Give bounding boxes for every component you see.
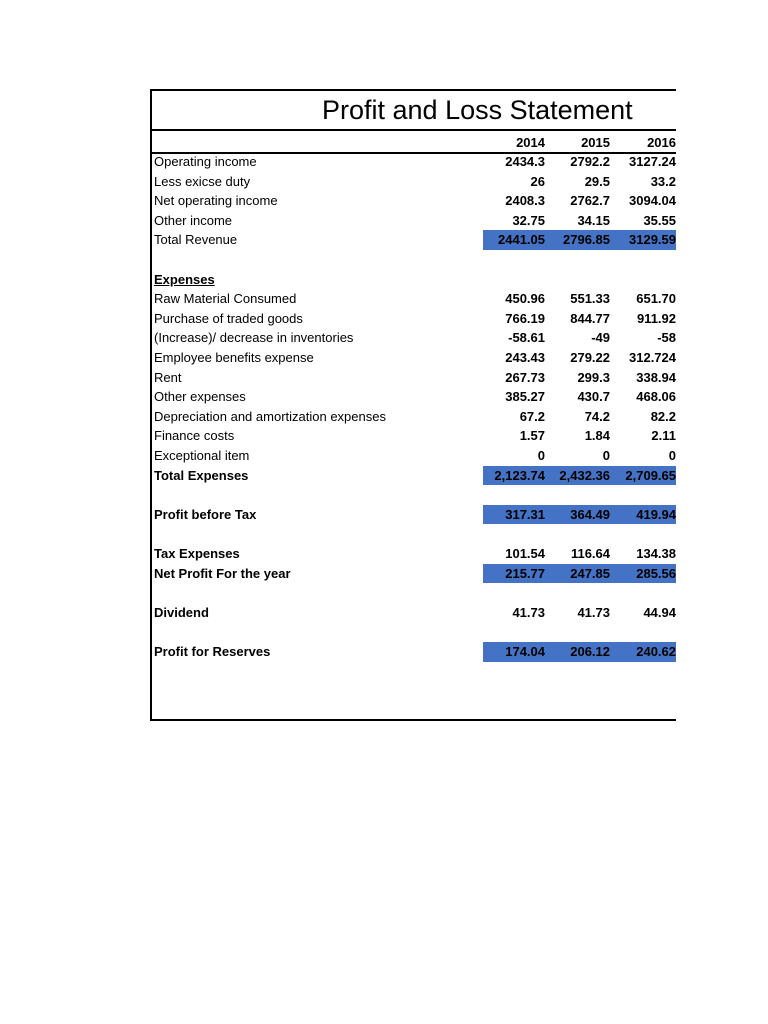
year-header-row [152, 133, 676, 154]
net-profit-2015: 247.85 [570, 565, 610, 581]
row-label: Exceptional item [154, 448, 250, 463]
profit-for-reserves-label: Profit for Reserves [154, 644, 271, 659]
profit-before-tax-2016: 419.94 [636, 506, 676, 522]
total-revenue-2016: 3129.59 [629, 232, 676, 248]
row-value-2016: 2.11 [651, 428, 676, 444]
row-label: Other expenses [154, 389, 246, 405]
row-label: Operating income [154, 154, 257, 169]
row-value-2014: 267.73 [505, 369, 545, 385]
row-value-2016: 82.2 [650, 408, 676, 424]
year-2014-header: 2014 [516, 135, 545, 150]
row-value-2015: 74.2 [584, 408, 610, 424]
row-value-2014: 32.75 [512, 212, 545, 228]
row-label: (Increase)/ decrease in inventories [154, 330, 354, 346]
row-label: Purchase of traded goods [154, 310, 303, 326]
row-value-2014: 67.2 [519, 408, 545, 424]
row-value-2016: 35.55 [643, 212, 676, 228]
year-2016-header: 2016 [647, 135, 676, 150]
profit-before-tax-2014: 317.31 [505, 506, 545, 522]
row-value-2016: 312.724 [629, 350, 676, 365]
row-value-2014: 2408.3 [505, 193, 545, 209]
statement-title: Profit and Loss Statement [152, 91, 676, 131]
total-expenses-label: Total Expenses [154, 467, 249, 483]
row-value-2015: 2762.7 [570, 193, 610, 209]
profit-before-tax-label: Profit before Tax [154, 506, 257, 522]
total-expenses-2014: 2,123.74 [494, 467, 545, 483]
row-value-2015: 0 [602, 448, 610, 463]
dividend-2014: 41.73 [512, 604, 545, 620]
row-value-2016: 33.2 [650, 173, 676, 189]
row-value-2014: 385.27 [505, 389, 545, 405]
row-value-2015: 2792.2 [570, 154, 610, 169]
row-value-2015: 430.7 [577, 389, 610, 405]
dividend-2016: 44.94 [643, 604, 676, 620]
row-value-2016: 651.70 [636, 291, 676, 307]
row-value-2014: 450.96 [505, 291, 545, 307]
total-expenses-2015: 2,432.36 [559, 467, 610, 483]
profit-before-tax-2015: 364.49 [570, 506, 610, 522]
net-profit-2016: 285.56 [636, 565, 676, 581]
tax-expenses-label: Tax Expenses [154, 546, 240, 561]
dividend-label: Dividend [154, 604, 209, 620]
row-label: Raw Material Consumed [154, 291, 297, 307]
row-label: Net operating income [154, 193, 278, 209]
pl-statement-sheet [150, 89, 676, 721]
row-value-2015: 34.15 [577, 212, 610, 228]
total-revenue-2015: 2796.85 [563, 232, 610, 248]
row-value-2014: 766.19 [505, 310, 545, 326]
row-value-2014: 26 [530, 173, 545, 189]
tax-expenses-2015: 116.64 [570, 546, 610, 561]
row-value-2016: 338.94 [636, 369, 676, 385]
tax-expenses-2014: 101.54 [505, 546, 545, 561]
row-value-2016: 468.06 [636, 389, 676, 405]
row-value-2014: -58.61 [508, 330, 545, 346]
row-value-2016: 911.92 [636, 310, 676, 326]
row-value-2016: 3127.24 [629, 154, 676, 169]
row-value-2014: 1.57 [519, 428, 545, 444]
row-label: Depreciation and amortization expenses [154, 408, 386, 424]
row-value-2014: 0 [537, 448, 545, 463]
row-value-2015: 299.3 [577, 369, 610, 385]
row-value-2015: 551.33 [570, 291, 610, 307]
row-label: Finance costs [154, 428, 235, 444]
row-value-2016: 3094.04 [629, 193, 676, 209]
dividend-2015: 41.73 [577, 604, 610, 620]
tax-expenses-2016: 134.38 [636, 546, 676, 561]
year-2015-header: 2015 [581, 135, 610, 150]
expenses-heading: Expenses [154, 271, 215, 287]
row-value-2015: 279.22 [570, 350, 610, 365]
profit-for-reserves-2015: 206.12 [570, 644, 610, 659]
row-value-2014: 2434.3 [505, 154, 545, 169]
net-profit-2014: 215.77 [505, 565, 545, 581]
row-label: Other income [154, 212, 233, 228]
row-label: Employee benefits expense [154, 350, 314, 365]
row-value-2015: 1.84 [584, 428, 610, 444]
total-revenue-2014: 2441.05 [498, 232, 545, 248]
row-value-2015: 29.5 [584, 173, 610, 189]
row-value-2015: -49 [591, 330, 610, 346]
net-profit-label: Net Profit For the year [154, 565, 291, 581]
total-revenue-label: Total Revenue [154, 232, 238, 248]
row-label: Rent [154, 369, 182, 385]
row-value-2014: 243.43 [505, 350, 545, 365]
row-value-2016: -58 [657, 330, 676, 346]
row-label: Less exicse duty [154, 173, 251, 189]
row-value-2015: 844.77 [570, 310, 610, 326]
profit-for-reserves-2014: 174.04 [505, 644, 545, 659]
profit-for-reserves-2016: 240.62 [636, 644, 676, 659]
total-expenses-2016: 2,709.65 [625, 467, 676, 483]
row-value-2016: 0 [668, 448, 676, 463]
